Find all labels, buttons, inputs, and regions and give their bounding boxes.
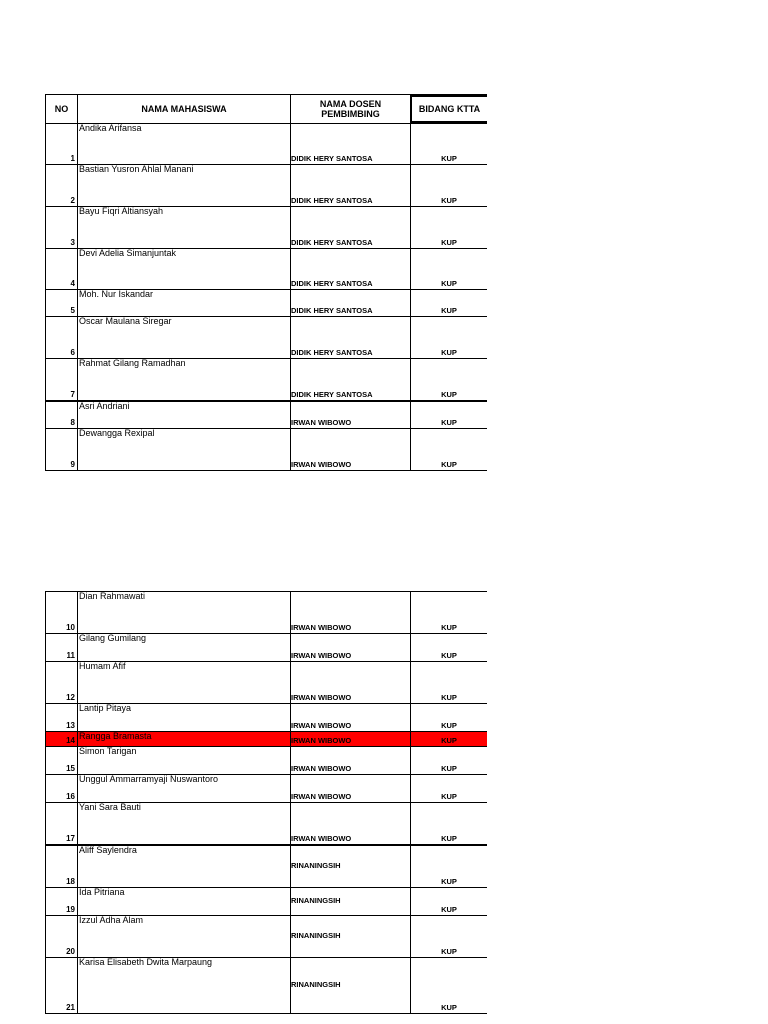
student-table-1 [45, 94, 487, 471]
student-name: Devi Adelia Simanjuntak [79, 248, 177, 258]
student-name: Simon Tarigan [79, 746, 137, 756]
cell-bidang-ktta [410, 124, 487, 164]
row-number: 20 [66, 947, 75, 956]
field-code: KUP [441, 154, 457, 163]
cell-nama-mahasiswa [77, 290, 290, 316]
advisor-name: RINANINGSIH [291, 860, 341, 870]
student-name: Aliff Saylendra [79, 845, 137, 855]
table-row [45, 662, 487, 704]
cell-nama-dosen [290, 165, 410, 206]
field-code: KUP [441, 736, 457, 745]
table-row [45, 290, 487, 317]
cell-nama-mahasiswa [77, 747, 290, 774]
row-number: 15 [66, 764, 75, 773]
cell-nama-mahasiswa [77, 662, 290, 703]
field-code: KUP [441, 721, 457, 730]
cell-bidang-ktta [410, 207, 487, 248]
cell-nama-dosen [290, 207, 410, 248]
advisor-name: IRWAN WIBOWO [291, 418, 352, 427]
student-name: Dewangga Rexipal [79, 428, 155, 438]
table-row [45, 317, 487, 359]
cell-nama-mahasiswa [77, 165, 290, 206]
cell-bidang-ktta [410, 747, 487, 774]
table-1-body [45, 124, 487, 471]
cell-nama-dosen [290, 732, 410, 746]
table-row [45, 359, 487, 402]
table-row [45, 207, 487, 249]
table-row [45, 732, 487, 747]
row-number: 5 [70, 306, 75, 315]
student-name: Rangga Bramasta [79, 731, 152, 741]
table-row [45, 888, 487, 916]
table-row [45, 124, 487, 165]
field-code: KUP [441, 877, 457, 886]
cell-nama-mahasiswa [77, 704, 290, 731]
student-table-2 [45, 591, 487, 1014]
cell-nama-mahasiswa [77, 359, 290, 400]
cell-bidang-ktta [410, 846, 487, 887]
row-number: 7 [70, 390, 75, 399]
cell-bidang-ktta [410, 249, 487, 289]
cell-bidang-ktta [410, 290, 487, 316]
cell-nama-mahasiswa [77, 207, 290, 248]
header-nama-mahasiswa: NAMA MAHASISWA [77, 95, 290, 123]
student-name: Yani Sara Bauti [79, 802, 141, 812]
advisor-name: IRWAN WIBOWO [291, 792, 352, 801]
cell-nama-dosen [290, 359, 410, 400]
cell-bidang-ktta [410, 732, 487, 746]
student-name: Lantip Pitaya [79, 703, 132, 713]
cell-no [45, 958, 77, 1013]
cell-bidang-ktta [410, 775, 487, 802]
cell-no [45, 317, 77, 358]
row-number: 2 [70, 196, 75, 205]
field-code: KUP [441, 196, 457, 205]
cell-no [45, 662, 77, 703]
cell-no [45, 165, 77, 206]
cell-nama-dosen [290, 634, 410, 661]
row-number: 14 [66, 736, 75, 745]
row-number: 21 [66, 1003, 75, 1012]
field-code: KUP [441, 390, 457, 399]
cell-nama-dosen [290, 704, 410, 731]
field-code: KUP [441, 947, 457, 956]
table-row [45, 747, 487, 775]
advisor-name: RINANINGSIH [291, 895, 341, 905]
student-name: Karisa Elisabeth Dwita Marpaung [79, 957, 213, 967]
cell-nama-mahasiswa [77, 775, 290, 802]
row-number: 19 [66, 905, 75, 914]
field-code: KUP [441, 460, 457, 469]
cell-nama-mahasiswa [77, 888, 290, 915]
table-row [45, 775, 487, 803]
cell-no [45, 592, 77, 633]
cell-nama-dosen [290, 592, 410, 633]
cell-nama-mahasiswa [77, 429, 290, 470]
table-2-body [45, 592, 487, 1014]
field-code: KUP [441, 418, 457, 427]
cell-nama-mahasiswa [77, 249, 290, 289]
cell-bidang-ktta [410, 704, 487, 731]
header-no: NO [45, 95, 77, 123]
table-row [45, 958, 487, 1014]
cell-no [45, 249, 77, 289]
student-name: Bayu Fiqri Altiansyah [79, 206, 164, 216]
table-row [45, 916, 487, 958]
header-nama-dosen: NAMA DOSEN PEMBIMBING [290, 95, 410, 123]
cell-nama-dosen [290, 402, 410, 428]
table-row [45, 165, 487, 207]
student-name: Unggul Ammarramyaji Nuswantoro [79, 774, 219, 784]
advisor-name: IRWAN WIBOWO [291, 721, 352, 730]
cell-nama-dosen [290, 958, 410, 1013]
row-number: 4 [70, 279, 75, 288]
advisor-name: IRWAN WIBOWO [291, 651, 352, 660]
cell-no [45, 775, 77, 802]
cell-nama-dosen [290, 775, 410, 802]
field-code: KUP [441, 1003, 457, 1012]
table-row [45, 803, 487, 846]
cell-nama-dosen [290, 747, 410, 774]
cell-nama-dosen [290, 662, 410, 703]
cell-no [45, 732, 77, 746]
cell-nama-mahasiswa [77, 634, 290, 661]
cell-nama-dosen [290, 429, 410, 470]
row-number: 8 [70, 418, 75, 427]
advisor-name: DIDIK HERY SANTOSA [291, 238, 373, 247]
header-bidang-ktta: BIDANG KTTA [410, 95, 487, 123]
field-code: KUP [441, 279, 457, 288]
field-code: KUP [441, 834, 457, 843]
cell-bidang-ktta [410, 592, 487, 633]
row-number: 13 [66, 721, 75, 730]
field-code: KUP [441, 651, 457, 660]
cell-nama-mahasiswa [77, 124, 290, 164]
advisor-name: IRWAN WIBOWO [291, 834, 352, 843]
row-number: 10 [66, 623, 75, 632]
cell-nama-dosen [290, 846, 410, 887]
student-name: Rahmat Gilang Ramadhan [79, 358, 186, 368]
table-row [45, 402, 487, 429]
field-code: KUP [441, 905, 457, 914]
cell-nama-dosen [290, 249, 410, 289]
table-row [45, 846, 487, 888]
row-number: 6 [70, 348, 75, 357]
student-name: Asri Andriani [79, 401, 130, 411]
student-name: Izzul Adha Alam [79, 915, 144, 925]
cell-no [45, 359, 77, 400]
advisor-name: RINANINGSIH [291, 979, 341, 989]
field-code: KUP [441, 238, 457, 247]
cell-no [45, 846, 77, 887]
student-name: Bastian Yusron Ahlal Manani [79, 164, 194, 174]
cell-bidang-ktta [410, 317, 487, 358]
student-name: Andika Arifansa [79, 123, 142, 133]
row-number: 11 [66, 651, 75, 660]
advisor-name: DIDIK HERY SANTOSA [291, 306, 373, 315]
field-code: KUP [441, 623, 457, 632]
field-code: KUP [441, 348, 457, 357]
advisor-name: IRWAN WIBOWO [291, 623, 352, 632]
field-code: KUP [441, 306, 457, 315]
advisor-name: DIDIK HERY SANTOSA [291, 196, 373, 205]
student-name: Humam Afif [79, 661, 126, 671]
cell-nama-mahasiswa [77, 732, 290, 746]
cell-bidang-ktta [410, 359, 487, 400]
cell-nama-dosen [290, 803, 410, 844]
cell-no [45, 747, 77, 774]
table-header [45, 95, 487, 124]
advisor-name: IRWAN WIBOWO [291, 764, 352, 773]
student-name: Oscar Maulana Siregar [79, 316, 172, 326]
cell-nama-mahasiswa [77, 846, 290, 887]
row-number: 17 [66, 834, 75, 843]
cell-no [45, 634, 77, 661]
cell-no [45, 803, 77, 844]
advisor-name: IRWAN WIBOWO [291, 460, 352, 469]
cell-bidang-ktta [410, 402, 487, 428]
cell-no [45, 124, 77, 164]
advisor-name: DIDIK HERY SANTOSA [291, 390, 373, 399]
cell-no [45, 402, 77, 428]
cell-bidang-ktta [410, 958, 487, 1013]
cell-nama-mahasiswa [77, 592, 290, 633]
table-row [45, 634, 487, 662]
cell-bidang-ktta [410, 916, 487, 957]
cell-bidang-ktta [410, 429, 487, 470]
field-code: KUP [441, 792, 457, 801]
field-code: KUP [441, 693, 457, 702]
cell-nama-dosen [290, 317, 410, 358]
cell-bidang-ktta [410, 165, 487, 206]
cell-nama-mahasiswa [77, 402, 290, 428]
row-number: 16 [66, 792, 75, 801]
advisor-name: DIDIK HERY SANTOSA [291, 154, 373, 163]
cell-nama-mahasiswa [77, 317, 290, 358]
field-code: KUP [441, 764, 457, 773]
cell-nama-mahasiswa [77, 803, 290, 844]
row-number: 9 [70, 460, 75, 469]
table-row [45, 704, 487, 732]
student-name: Moh. Nur Iskandar [79, 289, 154, 299]
cell-no [45, 888, 77, 915]
advisor-name: DIDIK HERY SANTOSA [291, 348, 373, 357]
cell-no [45, 916, 77, 957]
cell-no [45, 704, 77, 731]
student-name: Gilang Gumilang [79, 633, 147, 643]
advisor-name: RINANINGSIH [291, 930, 341, 940]
advisor-name: DIDIK HERY SANTOSA [291, 279, 373, 288]
cell-no [45, 290, 77, 316]
cell-bidang-ktta [410, 803, 487, 844]
student-name: Dian Rahmawati [79, 591, 146, 601]
advisor-name: IRWAN WIBOWO [291, 693, 352, 702]
student-name: Ida Pitriana [79, 887, 125, 897]
table-row [45, 429, 487, 471]
table-row [45, 592, 487, 634]
cell-nama-dosen [290, 888, 410, 915]
row-number: 3 [70, 238, 75, 247]
cell-no [45, 429, 77, 470]
row-number: 18 [66, 877, 75, 886]
cell-nama-mahasiswa [77, 916, 290, 957]
cell-no [45, 207, 77, 248]
row-number: 1 [70, 154, 75, 163]
cell-bidang-ktta [410, 662, 487, 703]
row-number: 12 [66, 693, 75, 702]
cell-nama-dosen [290, 124, 410, 164]
table-row [45, 249, 487, 290]
advisor-name: IRWAN WIBOWO [291, 736, 352, 745]
cell-bidang-ktta [410, 888, 487, 915]
cell-nama-dosen [290, 290, 410, 316]
cell-bidang-ktta [410, 634, 487, 661]
cell-nama-dosen [290, 916, 410, 957]
cell-nama-mahasiswa [77, 958, 290, 1013]
